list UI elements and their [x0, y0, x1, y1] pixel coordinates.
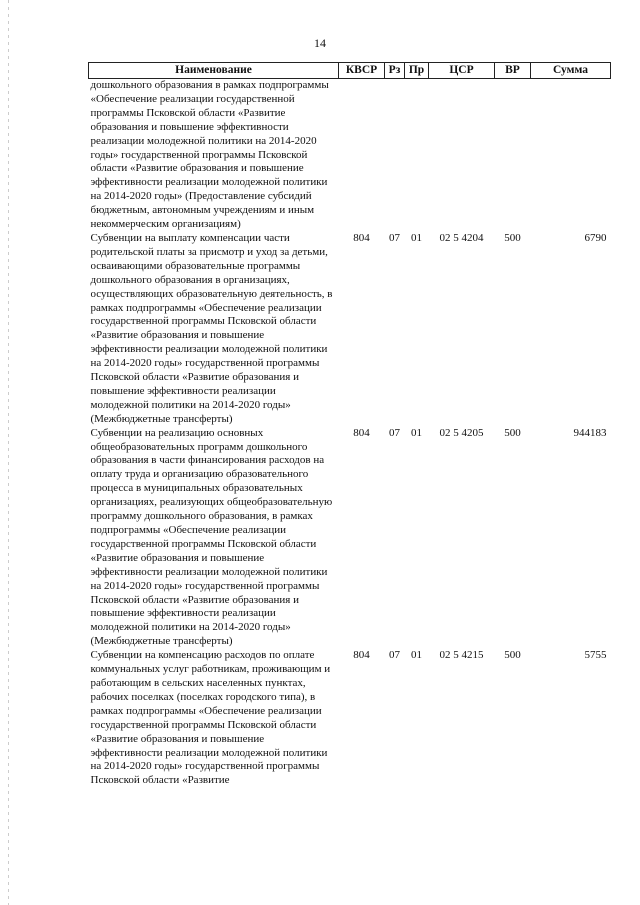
row-sum: [531, 79, 611, 232]
row-kvsr: [339, 79, 385, 232]
header-kvsr: КВСР: [339, 63, 385, 79]
row-kvsr: 804: [353, 231, 370, 244]
row-name: Субвенции на выплату компенсации части родительской платы за присмотр и уход за детьми, осваивающими образовательные программы дошкольного образования в организациях, осуществляющих образовательную деятельность, в рамках подпрограммы «Обеспечение реализации государственной программы Псковской области «Развитие образования и повышение эффективности реализации молодежной политики на 2014-2020 годы» государственной программы Псковской области «Развитие образования и повышение эффективности реализации молодежной политики на 2014-2020 годы» (Межбюджетные трансферты): [90, 231, 333, 425]
header-csr: ЦСР: [429, 63, 495, 79]
row-pr: 01: [411, 649, 422, 662]
row-kvsr: 804: [353, 426, 370, 439]
row-sum: 5755: [584, 649, 607, 662]
header-pr: Пр: [405, 63, 429, 79]
header-rz: Рз: [385, 63, 405, 79]
row-rz: 07: [389, 426, 400, 439]
header-name: Наименование: [89, 63, 339, 79]
row-vr: 500: [504, 649, 521, 662]
table-header-row: [89, 63, 611, 79]
row-vr: [495, 79, 531, 232]
row-name: Субвенции на реализацию основных общеобразовательных программ дошкольного образования в части финансирования расходов на оплату труда и организацию образовательного процесса в муниципальных образовательных организациях, реализующих общеобразовательную программу дошкольного образования, в рамках подпрограммы «Обеспечение реализации государственной программы Псковской области «Развитие образования и повышение эффективности реализации молодежной политики на 2014-2020 годы» государственной программы Псковской области «Развитие образования и повышение эффективности реализации молодежной политики на 2014-2020 годы» (Межбюджетные трансферты): [90, 426, 333, 648]
row-name: дошкольного образования в рамках подпрограммы «Обеспечение реализации государственной программы Псковской области «Развитие образования и повышение эффективности реализации молодежной политики на 2014-2020 годы» государственной программы Псковской области «Развитие образования и повышение эффективности реализации молодежной политики на 2014-2020 годы» (Предоставление субсидий бюджетным, автономным учреждениям и иным некоммерческим организациям): [90, 79, 329, 231]
row-sum: 6790: [584, 231, 607, 244]
row-sum: 944183: [573, 426, 607, 439]
table-row: [89, 427, 611, 650]
budget-table: [88, 62, 611, 788]
row-csr: 02 5 4205: [439, 426, 484, 439]
row-name: Субвенции на компенсацию расходов по оплате коммунальных услуг работникам, проживающим и работающим в сельских населенных пунктах, рабочих поселках (поселках городского типа), в рамках подпрограммы «Обеспечение реализации государственной программы Псковской области «Развитие образования и повышение эффективности реализации молодежной политики на 2014-2020 годы» государственной программы Псковской области «Развитие: [90, 649, 331, 787]
table-row: [89, 79, 611, 232]
row-vr: 500: [504, 426, 521, 439]
row-csr: 02 5 4204: [439, 231, 484, 244]
row-rz: 07: [389, 231, 400, 244]
table-row: [89, 232, 611, 427]
budget-table-container: [88, 62, 610, 788]
page-number: 14: [314, 36, 326, 50]
row-kvsr: 804: [353, 649, 370, 662]
row-pr: [405, 79, 429, 232]
row-rz: 07: [389, 649, 400, 662]
header-vr: ВР: [495, 63, 531, 79]
row-rz: [385, 79, 405, 232]
row-csr: [429, 79, 495, 232]
table-row: [89, 649, 611, 788]
row-csr: 02 5 4215: [439, 649, 484, 662]
header-sum: Сумма: [531, 63, 611, 79]
row-vr: 500: [504, 231, 521, 244]
scan-margin-line: [8, 0, 9, 905]
row-pr: 01: [411, 426, 422, 439]
row-pr: 01: [411, 231, 422, 244]
